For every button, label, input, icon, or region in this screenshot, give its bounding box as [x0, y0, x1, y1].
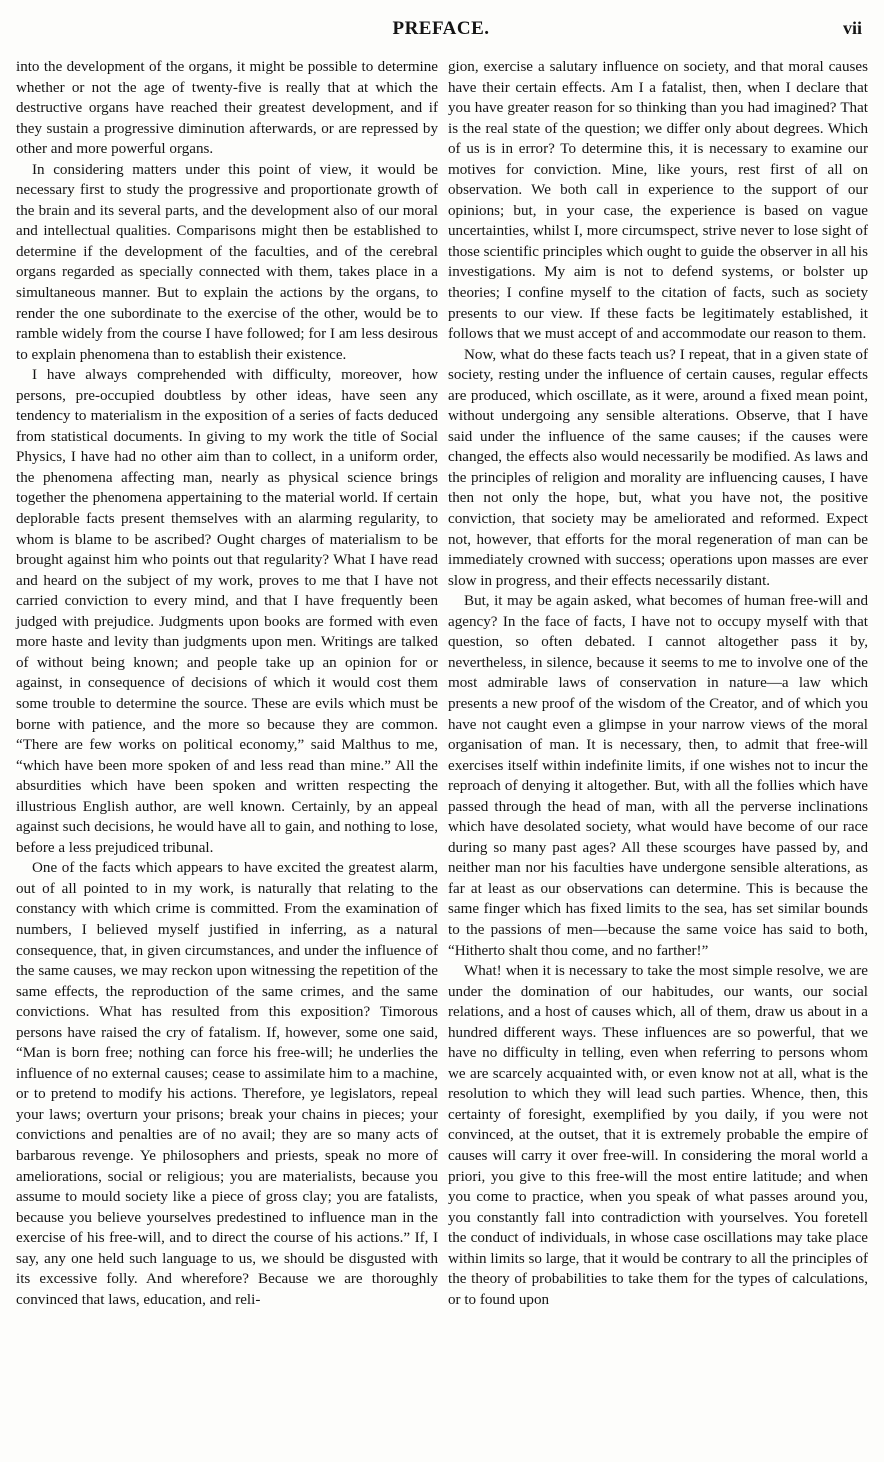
column-gutter	[436, 60, 437, 1440]
right-column	[448, 57, 868, 1310]
paragraph: into the development of the organs, it might be possible to determine whether or not the age of twenty-five is really that at which the destructive organs have reached their greatest development, and if they sustain a progressive diminution afterwards, or are repressed by other and more powerful organs.	[16, 59, 438, 158]
paragraph: What! when it is necessary to take the most simple resolve, we are under the domination of our habitudes, our wants, our social relations, and a host of causes which, all of them, draw us about in a hundred different ways. These influences are so powerful, that we have no difficulty in telling, even when referring to persons whom we are scarcely acquainted with, or even know not at all, what is the resolution to which they will lead such parties. Whence, then, this certainty of foresight, exemplified by you daily, if you were not convinced, at the outset, that it is extremely probable the empire of causes will carry it over free-will. In considering the moral world a priori, you give to this free-will the most entire latitude; and when you come to practice, when you speak of what passes around you, you constantly fall into contradiction with yourselves. You foretell the conduct of individuals, in whose case oscillations may take place within limits so large, that it would be contrary to all the principles of the theory of probabilities to take them for the types of calculations, or to found upon	[448, 963, 868, 1308]
paragraph: Now, what do these facts teach us? I repeat, that in a given state of society, resting under the influence of certain causes, regular effects are produced, which oscillate, as it were, around a fixed mean point, without undergoing any sensible alterations. Observe, that I have said under the influence of the same causes; if the causes were changed, the effects also would necessarily be modified. As laws and the principles of religion and morality are influencing causes, I have then not only the hope, but, what you have not, the positive conviction, that society may be ameliorated and reformed. Expect not, however, that efforts for the moral regeneration of man can be immediately crowned with success; operations upon masses are ever slow in progress, and their effects necessarily distant.	[448, 346, 868, 589]
left-column	[16, 57, 438, 1310]
paragraph: In considering matters under this point of view, it would be necessary first to study the progressive and proportionate growth of the brain and its several parts, and the development also of our moral and intellectual qualities. Comparisons might then be established to determine if the development of the faculties, and of the cerebral organs regarded as specially connected with them, takes place in a simultaneous manner. But to explain the actions by the organs, to render the one subordinate to the exercise of the other, would be to ramble widely from the course I have followed; for I am less desirous to explain phenomena than to establish their existence.	[16, 161, 438, 363]
paragraph: But, it may be again asked, what becomes of human free-will and agency? In the face of facts, I have not to occupy myself with that question, so often debated. I cannot altogether pass it by, nevertheless, in silence, because it seems to me to involve one of the most admirable laws of conservation in nature—a law which presents a new proof of the wisdom of the Creator, and of which you have not caught even a glimpse in your narrow views of the moral organisation of man. It is necessary, then, to admit that free-will exercises itself within indefinite limits, if one wishes not to incur the reproach of denying it altogether. But, with all the follies which have passed through the head of man, with all the perverse inclinations which have desolated society, what would have become of our race during so many past ages? All these scourges have passed by, and neither man nor his faculties have undergone sensible alterations, as far at least as our observations can determine. This is because the same finger which has fixed limits to the sea, has set similar bounds to the passions of men—because the same voice has said to both, “Hitherto shalt thou come, and no farther!”	[448, 593, 868, 959]
page-number: vii	[842, 18, 862, 38]
paragraph: I have always comprehended with difficulty, moreover, how persons, pre-occupied doubtless by other ideas, have seen any tendency to materialism in the exposition of a series of facts deduced from statistical documents. In giving to my work the title of Social Physics, I have had no other aim than to collect, in a uniform order, the phenomena affecting man, nearly as physical science brings together the phenomena appertaining to the material world. If certain deplorable facts present themselves with an alarming regularity, to whom is blame to be ascribed? Ought charges of materialism to be brought against him who points out that regularity? What I have read and heard on the subject of my work, proves to me that I have not carried conviction to every mind, and that I have frequently been judged with prejudice. Judgments upon books are formed with even more haste and levity than judgments upon men. Writings are talked of without being known; and people take up an opinion for or against, in consequence of decisions of which it would cost them some trouble to determine the source. These are evils which must be borne with patience, and the more so because they are common. “There are few works on political economy,” said Malthus to me, “which have been more spoken of and less read than mine.” All the absurdities which have been spoken and written respecting the illustrious English author, are well known. Certainly, by an appeal against such decisions, he would have all to gain, and nothing to lose, before a less prejudiced tribunal.	[16, 367, 438, 856]
paragraph: One of the facts which appears to have excited the greatest alarm, out of all pointed to in my work, is naturally that relating to the constancy with which crime is committed. From the examination of numbers, I believed myself justified in inferring, as a natural consequence, that, in given circumstances, and under the influence of the same causes, we may reckon upon witnessing the repetition of the same effects, the reproduction of the same crimes, and the same convictions. What has resulted from this exposition? Timorous persons have raised the cry of fatalism. If, however, some one said, “Man is born free; nothing can force his free-will; he underlies the influence of no external causes; cease to assimilate him to a machine, or to pretend to modify his actions. Therefore, ye legislators, repeal your laws; overturn your prisons; break your chains in pieces; your convictions and penalties are of no avail; they are so many acts of barbarous revenge. Ye philosophers and priests, speak no more of ameliorations, social or religious; you are materialists, because you assume to mould society like a piece of gross clay; you are fatalists, because you believe yourselves predestined to influence man in the exercise of his free-will, and to direct the course of his actions.” If, I say, any one held such language to us, we should be disgusted with its excessive folly. And wherefore? Because we are thoroughly convinced that laws, education, and reli-	[16, 860, 438, 1308]
paragraph: gion, exercise a salutary influence on society, and that moral causes have their certain effects. Am I a fatalist, then, when I declare that you have greater reason for so thinking than you had imagined? That is the real state of the question; we differ only about degrees. Which of us is in error? To determine this, it is necessary to examine our motives for conviction. Mine, like yours, rest first of all on observation. We both call in experience to the support of our opinions; but, in your case, the experience is based on vague uncertainties, whilst I, more circumspect, strive never to lose sight of those scientific principles which ought to guide the observer in all his investigations. My aim is not to defend systems, or bolster up theories; I confine myself to the citation of facts, such as society presents to our view. If these facts be legitimately established, it follows that we must accept of and accommodate our reason to them.	[448, 59, 868, 343]
running-header	[16, 18, 866, 44]
page-title: PREFACE.	[392, 18, 490, 39]
